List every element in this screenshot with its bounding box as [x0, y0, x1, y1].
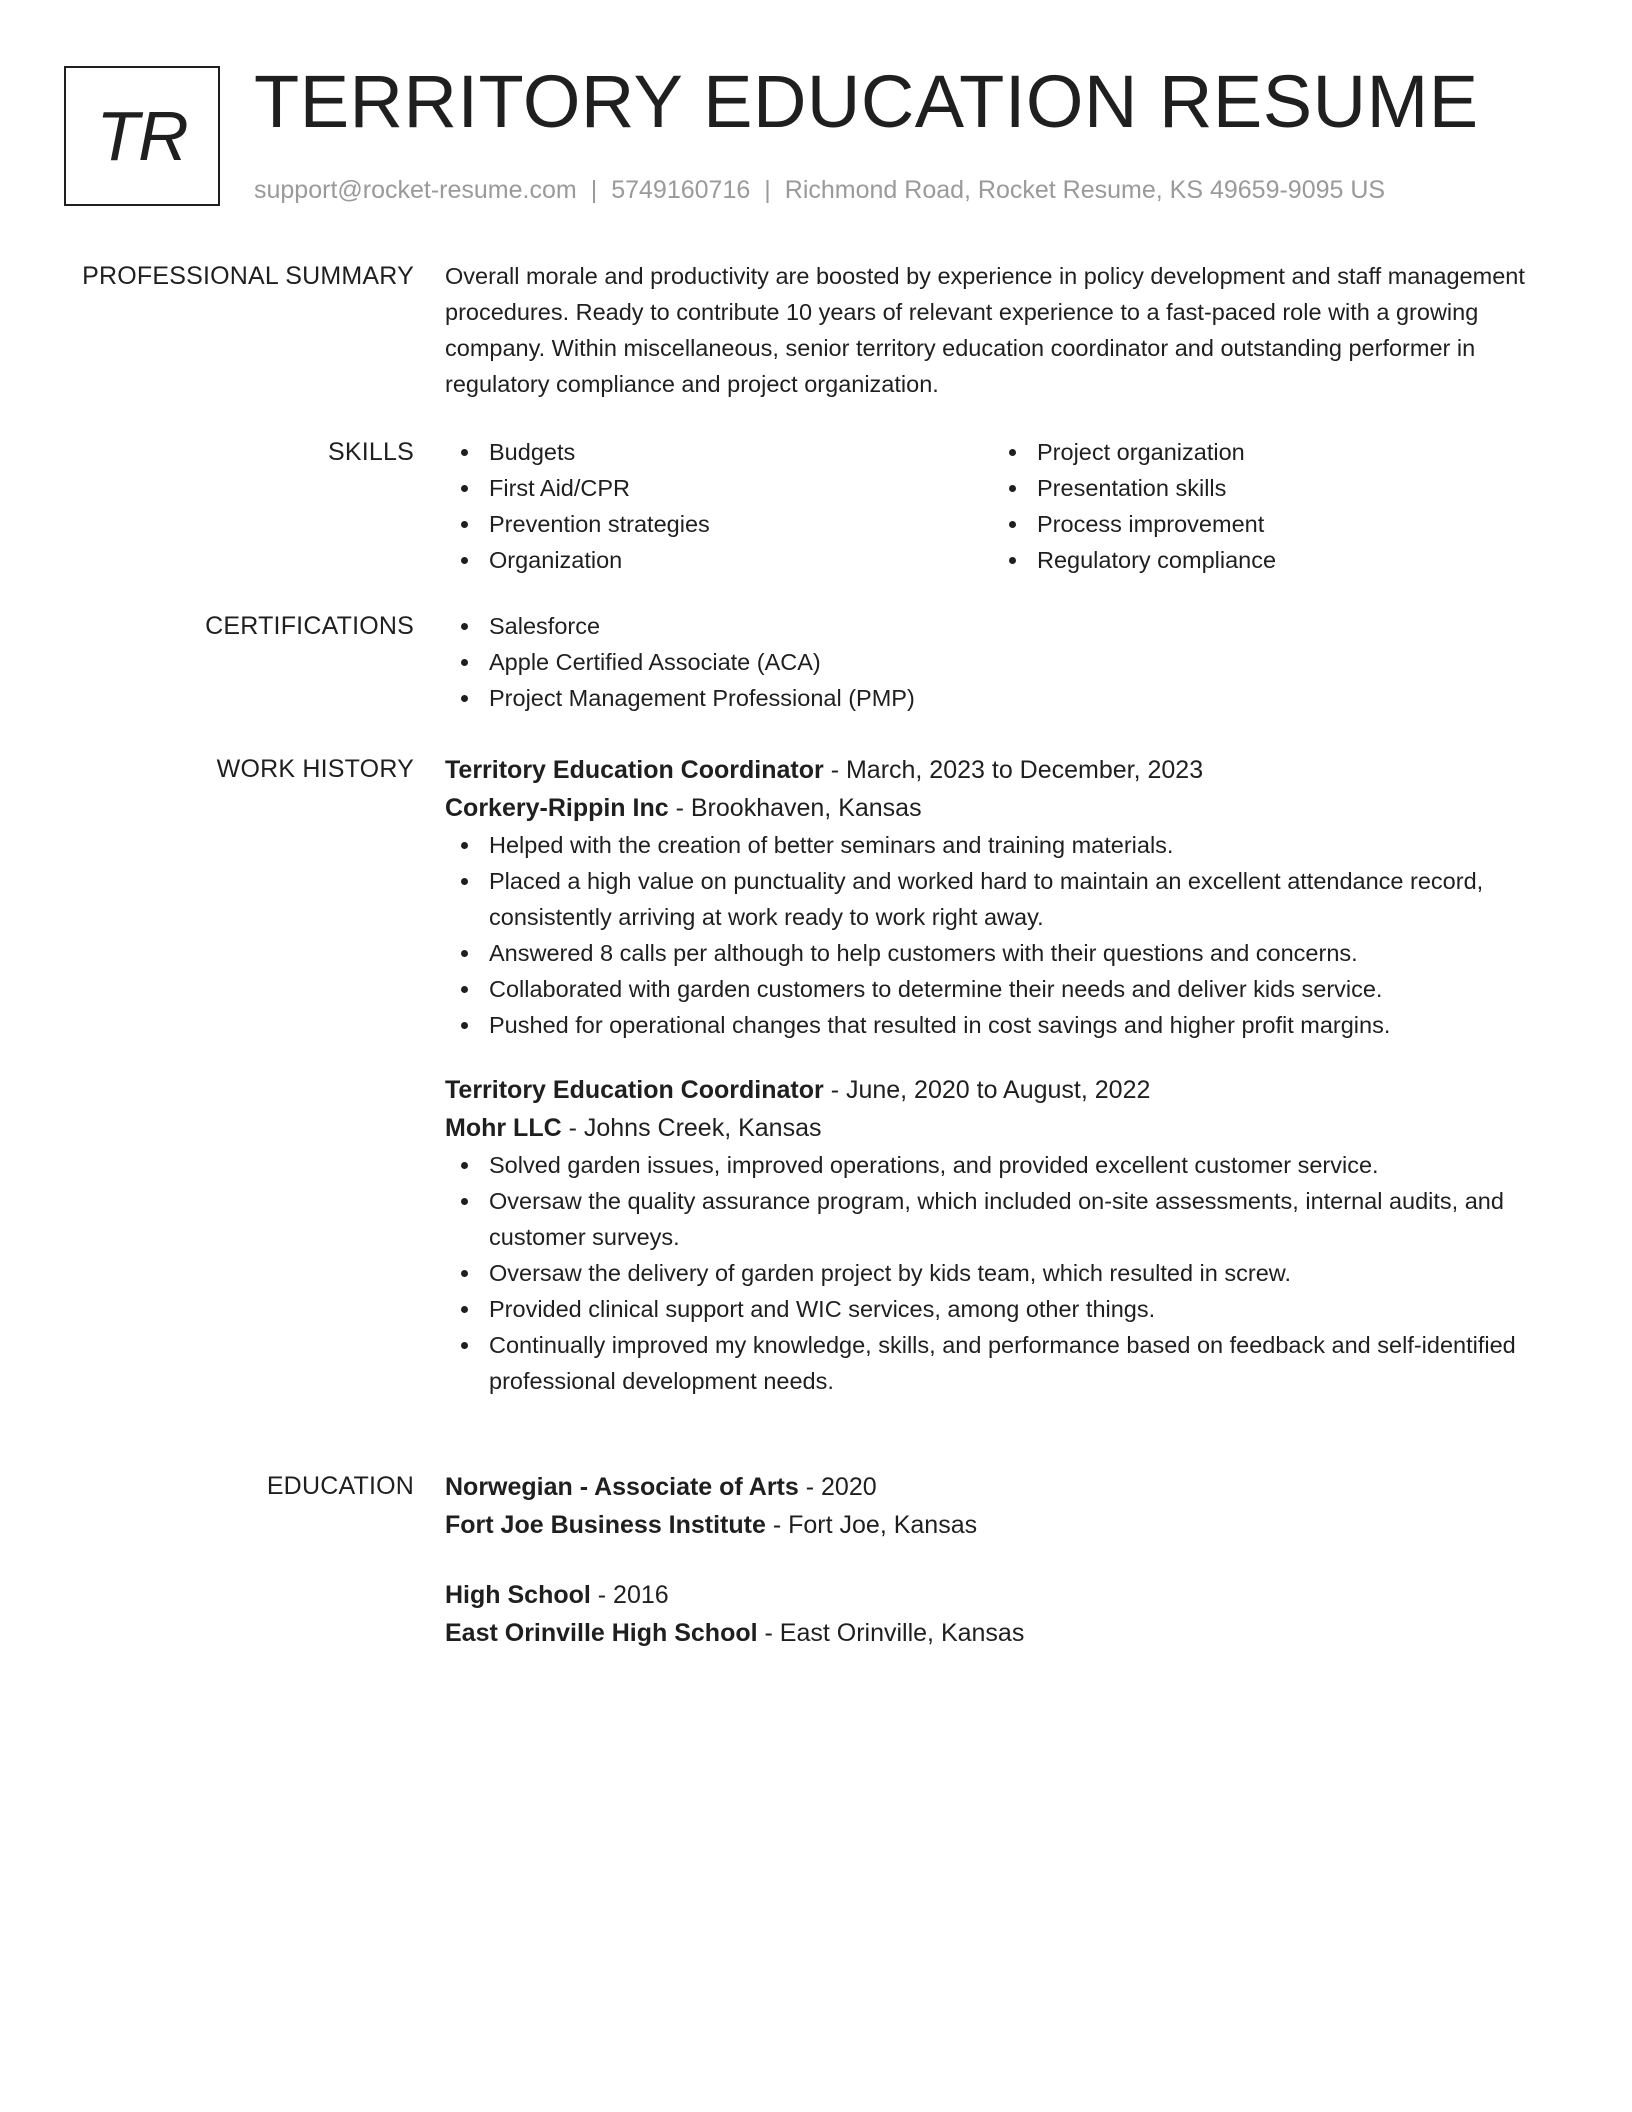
- section-heading-work-history: WORK HISTORY: [216, 755, 414, 783]
- job-company-line: [445, 1109, 1555, 1147]
- skill-item: Organization: [445, 542, 993, 578]
- school-location: - East Orinville, Kansas: [764, 1619, 1025, 1647]
- summary-body: [445, 258, 1555, 402]
- degree-line: [445, 1576, 1555, 1614]
- contact-email: support@rocket-resume.com: [254, 176, 577, 204]
- job-duty: Answered 8 calls per although to help customers with their questions and concerns.: [445, 935, 1555, 971]
- degree-year: - 2020: [805, 1473, 877, 1501]
- skill-item: First Aid/CPR: [445, 470, 993, 506]
- job-location: - Johns Creek, Kansas: [568, 1114, 822, 1142]
- resume-title: TERRITORY EDUCATION RESUME: [254, 60, 1479, 143]
- job-duties-list: [445, 1147, 1555, 1399]
- degree-year: - 2016: [597, 1581, 669, 1609]
- contact-phone: 5749160716: [611, 176, 751, 204]
- certification-item: Apple Certified Associate (ACA): [445, 644, 1555, 680]
- degree-name: High School: [445, 1581, 591, 1609]
- contact-line: [254, 172, 1385, 208]
- education-entry: [445, 1576, 1555, 1652]
- skills-list-left: [445, 434, 993, 578]
- certifications-list: [445, 608, 1555, 716]
- skill-item: Budgets: [445, 434, 993, 470]
- school-name: East Orinville High School: [445, 1619, 758, 1647]
- job-dates: - June, 2020 to August, 2022: [830, 1076, 1151, 1104]
- initials-text: TR: [96, 97, 188, 175]
- section-heading-certifications: CERTIFICATIONS: [205, 612, 414, 640]
- contact-address: Richmond Road, Rocket Resume, KS 49659-9095 US: [784, 176, 1386, 204]
- school-line: [445, 1614, 1555, 1652]
- job-entry: [445, 1071, 1555, 1399]
- education-body: [445, 1468, 1555, 1652]
- job-duty: Solved garden issues, improved operations, and provided excellent customer service.: [445, 1147, 1555, 1183]
- job-title-line: [445, 1071, 1555, 1109]
- section-heading-summary: PROFESSIONAL SUMMARY: [82, 262, 414, 290]
- job-duty: Helped with the creation of better seminars and training materials.: [445, 827, 1555, 863]
- skills-body: [445, 434, 1555, 578]
- job-duty: Oversaw the quality assurance program, which included on-site assessments, internal audits, and customer surveys.: [445, 1183, 1555, 1255]
- skill-item: Process improvement: [993, 506, 1541, 542]
- job-duty: Collaborated with garden customers to determine their needs and deliver kids service.: [445, 971, 1555, 1007]
- section-heading-education: EDUCATION: [266, 1472, 414, 1500]
- school-location: - Fort Joe, Kansas: [772, 1511, 978, 1539]
- skill-item: Project organization: [993, 434, 1541, 470]
- job-duty: Provided clinical support and WIC services, among other things.: [445, 1291, 1555, 1327]
- education-entry: [445, 1468, 1555, 1544]
- contact-separator: |: [590, 176, 598, 204]
- skill-item: Presentation skills: [993, 470, 1541, 506]
- summary-text: Overall morale and productivity are boosted by experience in policy development and staff management procedures. Ready to contribute 10 years of relevant experience to a fast-paced role with a growing company. Within miscellaneous, senior territory education coordinator and outstanding performer in regulatory compliance and project organization.: [445, 263, 1525, 397]
- entry-spacer: [445, 1544, 1555, 1576]
- initials-monogram: [64, 66, 220, 206]
- contact-separator: |: [764, 176, 771, 204]
- job-duties-list: [445, 827, 1555, 1043]
- job-title: Territory Education Coordinator: [445, 1076, 824, 1104]
- section-heading-skills: SKILLS: [328, 438, 414, 466]
- job-title: Territory Education Coordinator: [445, 756, 824, 784]
- job-company-line: [445, 789, 1555, 827]
- certification-item: Project Management Professional (PMP): [445, 680, 1555, 716]
- job-duty: Oversaw the delivery of garden project by kids team, which resulted in screw.: [445, 1255, 1555, 1291]
- degree-name: Norwegian - Associate of Arts: [445, 1473, 799, 1501]
- skills-list-right: [993, 434, 1541, 578]
- job-duty: Continually improved my knowledge, skills, and performance based on feedback and self-identified professional development needs.: [445, 1327, 1555, 1399]
- skill-item: Prevention strategies: [445, 506, 993, 542]
- school-name: Fort Joe Business Institute: [445, 1511, 766, 1539]
- skill-item: Regulatory compliance: [993, 542, 1541, 578]
- job-duty: Pushed for operational changes that resulted in cost savings and higher profit margins.: [445, 1007, 1555, 1043]
- work-history-body: [445, 751, 1555, 1399]
- job-dates: - March, 2023 to December, 2023: [830, 756, 1204, 784]
- degree-line: [445, 1468, 1555, 1506]
- certification-item: Salesforce: [445, 608, 1555, 644]
- job-duty: Placed a high value on punctuality and worked hard to maintain an excellent attendance record, consistently arriving at work ready to work right away.: [445, 863, 1555, 935]
- job-location: - Brookhaven, Kansas: [675, 794, 922, 822]
- job-entry: [445, 751, 1555, 1043]
- job-title-line: [445, 751, 1555, 789]
- job-company: Corkery-Rippin Inc: [445, 794, 669, 822]
- certifications-body: [445, 608, 1555, 716]
- entry-spacer: [445, 1043, 1555, 1071]
- job-company: Mohr LLC: [445, 1114, 562, 1142]
- school-line: [445, 1506, 1555, 1544]
